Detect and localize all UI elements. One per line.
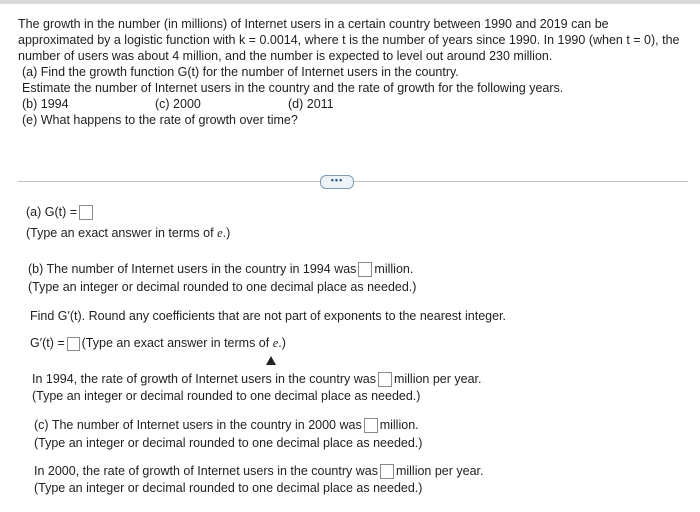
answer-a-label: (a) G(t) = bbox=[26, 205, 78, 219]
gprime-row bbox=[30, 336, 286, 351]
rate-1994-post: million per year. bbox=[393, 372, 482, 386]
answer-a-hint-e: e bbox=[217, 226, 223, 240]
part-d-text: (d) 2011 bbox=[288, 97, 334, 111]
mouse-pointer-icon bbox=[266, 356, 276, 365]
problem-line-3: number of users was about 4 million, and the number is expected to level out around 230 million. bbox=[18, 49, 553, 63]
answer-a-input[interactable] bbox=[79, 205, 93, 220]
gprime-hint-post: .) bbox=[278, 336, 286, 350]
answer-c-pre: (c) The number of Internet users in the country in 2000 was bbox=[34, 418, 362, 432]
answer-b-post: million. bbox=[374, 262, 414, 276]
answer-a-hint-pre: (Type an exact answer in terms of bbox=[26, 226, 218, 240]
answer-a-hint bbox=[26, 226, 230, 241]
answer-a-hint-post: .) bbox=[222, 226, 231, 240]
answer-c-hint: (Type an integer or decimal rounded to one decimal place as needed.) bbox=[34, 436, 423, 450]
answer-b-row bbox=[28, 262, 413, 277]
rate-2000-row bbox=[34, 464, 484, 479]
rate-2000-hint: (Type an integer or decimal rounded to one decimal place as needed.) bbox=[34, 481, 423, 495]
parts-bcd bbox=[18, 96, 688, 112]
gprime-hint-pre: (Type an exact answer in terms of bbox=[81, 336, 273, 350]
part-e-text: (e) What happens to the rate of growth over time? bbox=[22, 113, 298, 127]
rate-1994-row bbox=[32, 372, 482, 387]
gprime-label: G′(t) = bbox=[30, 336, 65, 350]
gprime-hint-e: e bbox=[272, 336, 279, 350]
problem-line-1: The growth in the number (in millions) of Internet users in a certain country between 1990 and 2019 can be bbox=[18, 17, 609, 31]
answer-c-post: million. bbox=[379, 418, 419, 432]
top-strip bbox=[0, 0, 700, 4]
part-b-text: (b) 1994 bbox=[22, 97, 69, 111]
answer-a-row bbox=[26, 205, 95, 220]
answer-b-input[interactable] bbox=[358, 262, 372, 277]
rate-2000-post: million per year. bbox=[395, 464, 484, 478]
part-a-text: (a) Find the growth function G(t) for the number of Internet users in the country. bbox=[22, 65, 459, 79]
rate-2000-input[interactable] bbox=[380, 464, 394, 479]
problem-line-2: approximated by a logistic function with k = 0.0014, where t is the number of years since 1990. In 1990 (when t = 0), the bbox=[18, 33, 680, 47]
estimate-text: Estimate the number of Internet users in the country and the rate of growth for the following years. bbox=[22, 81, 564, 95]
rate-1994-hint: (Type an integer or decimal rounded to one decimal place as needed.) bbox=[32, 389, 421, 403]
more-button[interactable]: ••• bbox=[320, 175, 354, 189]
answer-b-pre: (b) The number of Internet users in the country in 1994 was bbox=[28, 262, 357, 276]
rate-1994-pre: In 1994, the rate of growth of Internet users in the country was bbox=[32, 372, 376, 386]
rate-1994-input[interactable] bbox=[378, 372, 392, 387]
answer-c-row bbox=[34, 418, 419, 433]
answer-c-input[interactable] bbox=[364, 418, 378, 433]
rate-2000-pre: In 2000, the rate of growth of Internet users in the country was bbox=[34, 464, 378, 478]
problem-statement bbox=[18, 16, 688, 128]
gprime-input[interactable] bbox=[67, 337, 80, 351]
find-derivative-text: Find G′(t). Round any coefficients that are not part of exponents to the nearest integer. bbox=[30, 309, 507, 323]
part-c-text: (c) 2000 bbox=[155, 97, 201, 111]
answer-b-hint: (Type an integer or decimal rounded to one decimal place as needed.) bbox=[28, 280, 417, 294]
